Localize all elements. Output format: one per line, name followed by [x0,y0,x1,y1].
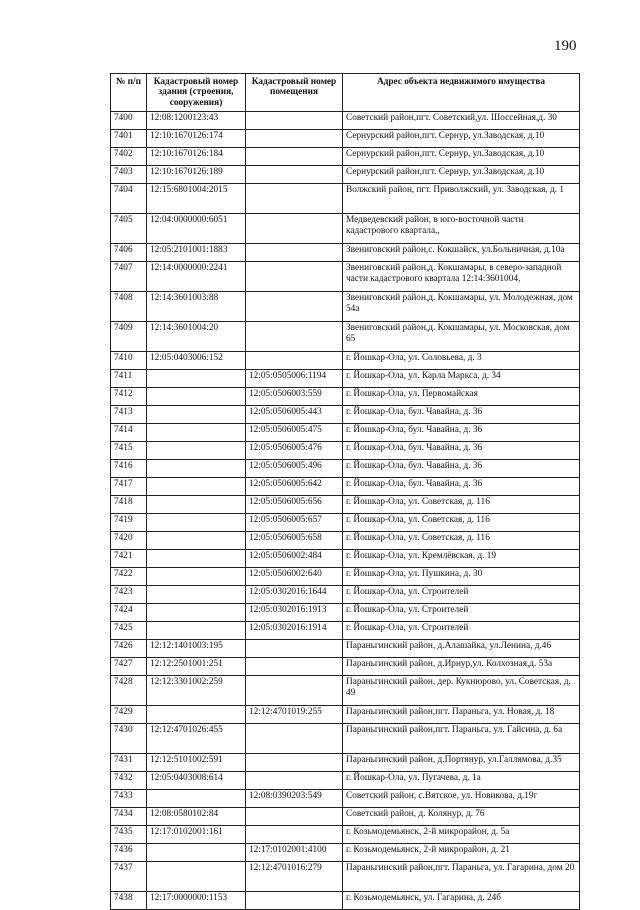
building-cadastral-number: 12:14:3601004:20 [147,322,246,352]
premises-cadastral-number [246,214,343,244]
premises-cadastral-number: 12:05:0506005:658 [246,532,343,550]
building-cadastral-number [147,442,246,460]
address: Звениговский район,с. Кокшайск, ул.Больничная, д.10а [343,244,580,262]
row-number: 7425 [111,622,147,640]
building-cadastral-number [147,460,246,478]
row-number: 7403 [111,166,147,184]
table-row [111,130,580,148]
header-address: Адрес объекта недвижимого имущества [343,74,580,112]
row-number: 7413 [111,406,147,424]
row-number: 7422 [111,568,147,586]
address: г. Йошкар-Ола, ул. Пугачева, д. 1а [343,772,580,790]
premises-cadastral-number: 12:05:0302016:1913 [246,604,343,622]
address: г. Козьмодемьянск, 2-й микрорайон, д. 21 [343,844,580,862]
address: Звениговский район,д. Кокшамары, в северо-западной части кадастрового квартала 12:14:3601004, [343,262,580,292]
address: Советский район, с.Вятское, ул. Новикова, д.19г [343,790,580,808]
row-number: 7436 [111,844,147,862]
premises-cadastral-number: 12:05:0506005:475 [246,424,343,442]
table-body [111,112,580,910]
address: г. Йошкар-Ола, бул. Чавайна, д. 36 [343,442,580,460]
table-row [111,550,580,568]
premises-cadastral-number [246,676,343,706]
row-number: 7415 [111,442,147,460]
row-number: 7404 [111,184,147,214]
premises-cadastral-number: 12:05:0506005:476 [246,442,343,460]
premises-cadastral-number [246,724,343,754]
property-table [110,73,580,910]
table-row [111,658,580,676]
table-row [111,532,580,550]
address: г. Йошкар-Ола, ул. Советская, д. 116 [343,496,580,514]
address: г. Йошкар-Ола, бул. Чавайна, д. 36 [343,406,580,424]
table-row [111,892,580,910]
row-number: 7402 [111,148,147,166]
table-row [111,790,580,808]
row-number: 7418 [111,496,147,514]
row-number: 7405 [111,214,147,244]
row-number: 7423 [111,586,147,604]
table-row [111,292,580,322]
premises-cadastral-number [246,352,343,370]
table-row [111,244,580,262]
address: Параньгинский район, д.Алашайка, ул.Ленина, д.46 [343,640,580,658]
address: Параньгинский район,пгт. Параньга, ул. Новая, д. 18 [343,706,580,724]
premises-cadastral-number [246,322,343,352]
table-row [111,826,580,844]
header-premises-cadastral: Кадастровый номер помещения [246,74,343,112]
address: Звениговский район,д. Кокшамары, ул. Московская, дом 65 [343,322,580,352]
building-cadastral-number [147,424,246,442]
premises-cadastral-number: 12:05:0506005:656 [246,496,343,514]
address: г. Йошкар-Ола, ул. Соловьева, д. 3 [343,352,580,370]
table-row [111,184,580,214]
table-row [111,442,580,460]
row-number: 7400 [111,112,147,130]
building-cadastral-number [147,706,246,724]
building-cadastral-number [147,370,246,388]
address: г. Козьмодемьянск, ул. Гагарина, д. 24б [343,892,580,910]
table-row [111,754,580,772]
premises-cadastral-number [246,112,343,130]
table-row [111,706,580,724]
header-number: № п/п [111,74,147,112]
building-cadastral-number [147,862,246,892]
row-number: 7428 [111,676,147,706]
row-number: 7411 [111,370,147,388]
address: г. Йошкар-Ола, ул. Кремлёвская, д. 19 [343,550,580,568]
row-number: 7427 [111,658,147,676]
table-row [111,352,580,370]
premises-cadastral-number: 12:12:4701019:255 [246,706,343,724]
address: Параньгинский район, дер. Кукнюрово, ул. Советская, д. 49 [343,676,580,706]
table-row [111,214,580,244]
building-cadastral-number: 12:05:0403006:152 [147,352,246,370]
address: Советский район,пгт. Советский,ул. Шоссейная,д. 30 [343,112,580,130]
building-cadastral-number: 12:17:0102001:161 [147,826,246,844]
table-row [111,148,580,166]
table-row [111,568,580,586]
table-row [111,388,580,406]
row-number: 7409 [111,322,147,352]
building-cadastral-number: 12:10:1670126:174 [147,130,246,148]
premises-cadastral-number: 12:05:0506005:642 [246,478,343,496]
premises-cadastral-number [246,184,343,214]
table-header-row [111,74,580,112]
row-number: 7408 [111,292,147,322]
row-number: 7406 [111,244,147,262]
address: Медведевский район, в юго-восточной части кадастрового квартала,, [343,214,580,244]
building-cadastral-number [147,790,246,808]
building-cadastral-number: 12:08:0580102:84 [147,808,246,826]
building-cadastral-number: 12:17:0000000:1153 [147,892,246,910]
table-row [111,622,580,640]
building-cadastral-number [147,622,246,640]
row-number: 7410 [111,352,147,370]
row-number: 7438 [111,892,147,910]
table-row [111,772,580,790]
building-cadastral-number [147,568,246,586]
row-number: 7414 [111,424,147,442]
table-row [111,370,580,388]
row-number: 7430 [111,724,147,754]
premises-cadastral-number: 12:17:0102001:4100 [246,844,343,862]
premises-cadastral-number [246,808,343,826]
row-number: 7426 [111,640,147,658]
address: г. Йошкар-Ола, ул. Строителей [343,604,580,622]
premises-cadastral-number: 12:08:0390203:549 [246,790,343,808]
table-row [111,496,580,514]
address: г. Йошкар-Ола, ул. Советская, д. 116 [343,514,580,532]
row-number: 7434 [111,808,147,826]
row-number: 7416 [111,460,147,478]
premises-cadastral-number: 12:05:0506005:496 [246,460,343,478]
building-cadastral-number [147,514,246,532]
row-number: 7419 [111,514,147,532]
header-building-cadastral: Кадастровый номер здания (строения, сооружения) [147,74,246,112]
building-cadastral-number: 12:12:2501001:251 [147,658,246,676]
building-cadastral-number [147,532,246,550]
table-row [111,808,580,826]
table-row [111,262,580,292]
building-cadastral-number: 12:12:3301002:259 [147,676,246,706]
building-cadastral-number: 12:05:0403008:614 [147,772,246,790]
premises-cadastral-number: 12:05:0506003:559 [246,388,343,406]
premises-cadastral-number: 12:05:0505006:1194 [246,370,343,388]
building-cadastral-number [147,844,246,862]
table-row [111,460,580,478]
row-number: 7431 [111,754,147,772]
address: Сернурский район,пгт. Сернур, ул.Заводская, д.10 [343,130,580,148]
premises-cadastral-number: 12:05:0506002:484 [246,550,343,568]
building-cadastral-number: 12:12:4701026:455 [147,724,246,754]
table-row [111,844,580,862]
address: г. Йошкар-Ола, ул. Первомайская [343,388,580,406]
address: г. Йошкар-Ола, ул. Строителей [343,586,580,604]
premises-cadastral-number: 12:05:0302016:1644 [246,586,343,604]
building-cadastral-number: 12:12:1401003:195 [147,640,246,658]
address: г. Йошкар-Ола, ул. Пушкина, д. 30 [343,568,580,586]
address: г. Йошкар-Ола, бул. Чавайна, д. 36 [343,460,580,478]
table-row [111,406,580,424]
premises-cadastral-number: 12:05:0506005:657 [246,514,343,532]
table-row [111,586,580,604]
building-cadastral-number [147,496,246,514]
building-cadastral-number: 12:04:0000000:6051 [147,214,246,244]
premises-cadastral-number [246,826,343,844]
premises-cadastral-number [246,244,343,262]
row-number: 7432 [111,772,147,790]
premises-cadastral-number [246,148,343,166]
address: Сернурский район,пгт. Сернур, ул.Заводская, д.10 [343,148,580,166]
building-cadastral-number: 12:05:2101001:1883 [147,244,246,262]
address: Параньгинский район, д.Портянур, ул.Галлямова, д.35 [343,754,580,772]
building-cadastral-number: 12:14:3601003:88 [147,292,246,322]
table-row [111,862,580,892]
address: Звениговский район,д. Кокшамары, ул. Молодежная, дом 54а [343,292,580,322]
building-cadastral-number [147,550,246,568]
address: г. Йошкар-Ола, ул. Советская, д. 116 [343,532,580,550]
row-number: 7407 [111,262,147,292]
address: Параньгинский район, д.Ирнур,ул. Колхозная,д. 53а [343,658,580,676]
premises-cadastral-number [246,892,343,910]
address: Волжский район, пгт. Приволжский, ул. Заводская, д. 1 [343,184,580,214]
row-number: 7429 [111,706,147,724]
table-row [111,676,580,706]
address: г. Йошкар-Ола, бул. Чавайна, д. 36 [343,478,580,496]
building-cadastral-number: 12:08:1200123:43 [147,112,246,130]
building-cadastral-number [147,478,246,496]
premises-cadastral-number [246,772,343,790]
premises-cadastral-number [246,658,343,676]
page-number: 190 [554,38,577,54]
premises-cadastral-number [246,640,343,658]
building-cadastral-number: 12:12:5101002:591 [147,754,246,772]
premises-cadastral-number: 12:05:0506005:443 [246,406,343,424]
premises-cadastral-number [246,130,343,148]
row-number: 7421 [111,550,147,568]
table-row [111,166,580,184]
address: г. Козьмодемьянск, 2-й микрорайон, д. 5а [343,826,580,844]
row-number: 7433 [111,790,147,808]
table-row [111,424,580,442]
building-cadastral-number: 12:14:0000000:2241 [147,262,246,292]
address: Советский район, д. Колянур, д. 76 [343,808,580,826]
address: Сернурский район,пгт. Сернур, ул.Заводская, д.10 [343,166,580,184]
premises-cadastral-number: 12:12:4701016:279 [246,862,343,892]
row-number: 7424 [111,604,147,622]
premises-cadastral-number [246,292,343,322]
building-cadastral-number: 12:10:1670126:189 [147,166,246,184]
row-number: 7420 [111,532,147,550]
premises-cadastral-number [246,166,343,184]
row-number: 7435 [111,826,147,844]
address: Параньгинский район,пгт. Параньга, ул. Гагарина, дом 20 [343,862,580,892]
building-cadastral-number [147,604,246,622]
row-number: 7401 [111,130,147,148]
building-cadastral-number [147,586,246,604]
building-cadastral-number [147,388,246,406]
table-row [111,478,580,496]
table-row [111,322,580,352]
building-cadastral-number: 12:15:6801004:2015 [147,184,246,214]
premises-cadastral-number [246,262,343,292]
row-number: 7412 [111,388,147,406]
address: г. Йошкар-Ола, ул. Строителей [343,622,580,640]
row-number: 7437 [111,862,147,892]
table-row [111,604,580,622]
table-row [111,112,580,130]
table-row [111,640,580,658]
address: г. Йошкар-Ола, бул. Чавайна, д. 36 [343,424,580,442]
row-number: 7417 [111,478,147,496]
premises-cadastral-number: 12:05:0302016:1914 [246,622,343,640]
address: г. Йошкар-Ола, ул. Карла Маркса, д. 34 [343,370,580,388]
building-cadastral-number [147,406,246,424]
building-cadastral-number: 12:10:1670126:184 [147,148,246,166]
premises-cadastral-number: 12:05:0506002:640 [246,568,343,586]
premises-cadastral-number [246,754,343,772]
address: Параньгинский район,пгт. Параньга, ул. Гайсина, д. 6а [343,724,580,754]
table-row [111,514,580,532]
table-row [111,724,580,754]
